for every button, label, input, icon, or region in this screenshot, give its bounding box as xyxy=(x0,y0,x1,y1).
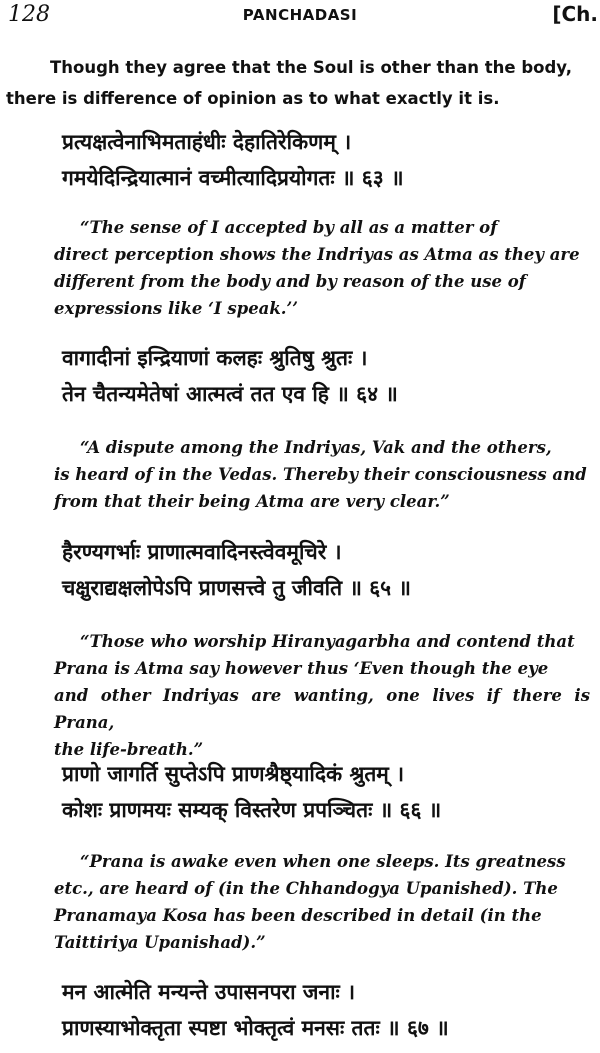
verse-line: चक्षुराद्यक्षलोपेऽपि प्राणसत्त्वे तु जीवति ॥ ६५ ॥ xyxy=(62,576,411,600)
translation-line: “Prana is awake even when one sleeps. Its greatness xyxy=(80,852,566,871)
translation-line: “Those who worship Hiranyagarbha and contend that xyxy=(80,632,575,651)
verse-line: प्राणस्याभोक्तृता स्पष्टा भोक्तृत्वं मनसः ततः ॥ ६७ ॥ xyxy=(62,1016,449,1040)
chapter-mark: [Ch. xyxy=(552,2,598,26)
translation-line: from that their being Atma are very clear.” xyxy=(54,492,450,511)
verse-line: तेन चैतन्यमेतेषां आत्मत्वं तत एव हि ॥ ६४ ॥ xyxy=(62,382,398,406)
sanskrit-verse-63 xyxy=(62,124,592,196)
translation-65 xyxy=(54,628,590,763)
verse-line: मन आत्मेति मन्यन्ते उपासनपरा जनाः । xyxy=(62,980,356,1004)
translation-line: Prana is Atma say however thus ‘Even though the eye xyxy=(54,659,549,678)
sanskrit-verse-65 xyxy=(62,534,592,606)
translation-line: Pranamaya Kosa has been described in detail (in the xyxy=(54,906,542,925)
verse-line: हैरण्यगर्भाः प्राणात्मवादिनस्त्वेवमूचिरे । xyxy=(62,540,342,564)
verse-line: वागादीनां इन्द्रियाणां कलहः श्रुतिषु श्रुतः । xyxy=(62,346,368,370)
intro-line: there is difference of opinion as to what exactly it is. xyxy=(6,89,500,108)
translation-line: different from the body and by reason of the use of xyxy=(54,272,526,291)
translation-66 xyxy=(54,848,590,956)
translation-line: Taittiriya Upanishad).” xyxy=(54,933,266,952)
sanskrit-verse-67 xyxy=(62,974,592,1046)
page-header xyxy=(0,0,600,32)
translation-line: expressions like ‘I speak.’’ xyxy=(54,299,299,318)
page-number: 128 xyxy=(8,2,50,27)
translation-line: the life-breath.” xyxy=(54,740,204,759)
sanskrit-verse-64 xyxy=(62,340,592,412)
verse-line: गमयेदिन्द्रियात्मानं वच्मीत्यादिप्रयोगतः ॥ ६३ ॥ xyxy=(62,166,404,190)
verse-line: प्रत्यक्षत्वेनाभिमताहंधीः देहातिरेकिणम् । xyxy=(62,130,352,154)
translation-line: and other Indriyas are wanting, one lives if there is Prana, xyxy=(54,686,590,732)
sanskrit-verse-66 xyxy=(62,756,592,828)
intro-paragraph xyxy=(6,52,594,114)
translation-line: “A dispute among the Indriyas, Vak and the others, xyxy=(80,438,552,457)
translation-line: etc., are heard of (in the Chhandogya Upanished). The xyxy=(54,879,558,898)
running-title: PANCHADASI xyxy=(242,6,358,24)
translation-line: is heard of in the Vedas. Thereby their consciousness and xyxy=(54,465,587,484)
translation-64 xyxy=(54,434,590,515)
verse-line: कोशः प्राणमयः सम्यक् विस्तरेण प्रपञ्चितः ॥ ६६ ॥ xyxy=(62,798,442,822)
translation-line: “The sense of I accepted by all as a matter of xyxy=(80,218,498,237)
translation-line: direct perception shows the Indriyas as Atma as they are xyxy=(54,245,580,264)
intro-line: Though they agree that the Soul is other than the body, xyxy=(50,58,573,77)
translation-63 xyxy=(54,214,590,322)
verse-line: प्राणो जागर्ति सुप्तेऽपि प्राणश्रैष्ठ्यादिकं श्रुतम् । xyxy=(62,762,405,786)
